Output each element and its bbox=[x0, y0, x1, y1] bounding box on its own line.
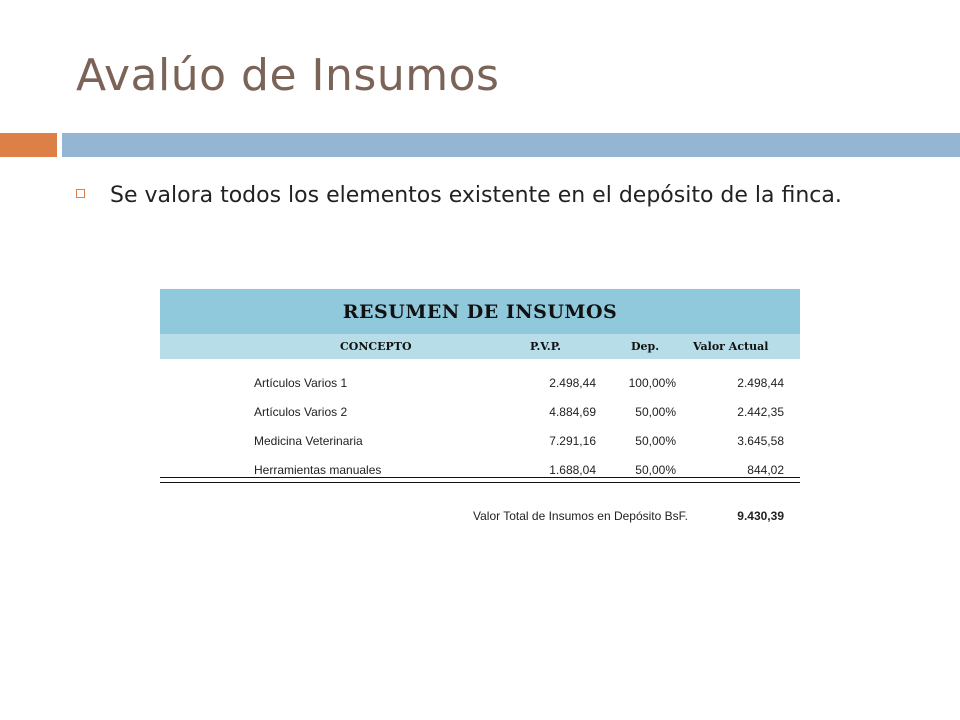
cell-dep: 50,00% bbox=[635, 463, 676, 477]
cell-valor: 2.442,35 bbox=[737, 405, 784, 419]
cell-valor: 3.645,58 bbox=[737, 434, 784, 448]
accent-bar-blue bbox=[62, 133, 960, 157]
column-header-dep: Dep. bbox=[631, 340, 660, 353]
table-row bbox=[160, 427, 800, 456]
cell-concepto: Artículos Varios 1 bbox=[254, 376, 348, 390]
cell-pvp: 4.884,69 bbox=[549, 405, 596, 419]
total-value: 9.430,39 bbox=[737, 509, 784, 523]
total-label: Valor Total de Insumos en Depósito BsF. bbox=[472, 509, 688, 523]
table-column-headers bbox=[160, 334, 800, 359]
column-header-valor-actual: Valor Actual bbox=[693, 340, 769, 353]
cell-valor: 844,02 bbox=[747, 463, 784, 477]
cell-concepto: Herramientas manuales bbox=[254, 463, 382, 477]
cell-dep: 50,00% bbox=[635, 434, 676, 448]
table-body bbox=[160, 369, 800, 483]
table-double-rule bbox=[160, 477, 800, 483]
column-header-concepto: CONCEPTO bbox=[340, 340, 412, 353]
cell-concepto: Artículos Varios 2 bbox=[254, 405, 348, 419]
accent-bar-orange bbox=[0, 133, 57, 157]
table-title: RESUMEN DE INSUMOS bbox=[160, 289, 800, 334]
cell-concepto: Medicina Veterinaria bbox=[254, 434, 363, 448]
cell-pvp: 7.291,16 bbox=[549, 434, 596, 448]
cell-dep: 100,00% bbox=[628, 376, 676, 390]
total-row bbox=[160, 507, 800, 527]
page-title: Avalúo de Insumos bbox=[76, 50, 500, 101]
table-row bbox=[160, 398, 800, 427]
table-row bbox=[160, 369, 800, 398]
column-header-pvp: P.V.P. bbox=[530, 340, 562, 353]
cell-valor: 2.498,44 bbox=[737, 376, 784, 390]
cell-pvp: 2.498,44 bbox=[549, 376, 596, 390]
bullet-item bbox=[76, 178, 896, 213]
square-bullet-icon bbox=[76, 189, 85, 198]
bullet-text: Se valora todos los elementos existente en el depósito de la finca. bbox=[110, 183, 842, 208]
cell-pvp: 1.688,04 bbox=[549, 463, 596, 477]
insumos-table bbox=[160, 289, 800, 483]
cell-dep: 50,00% bbox=[635, 405, 676, 419]
